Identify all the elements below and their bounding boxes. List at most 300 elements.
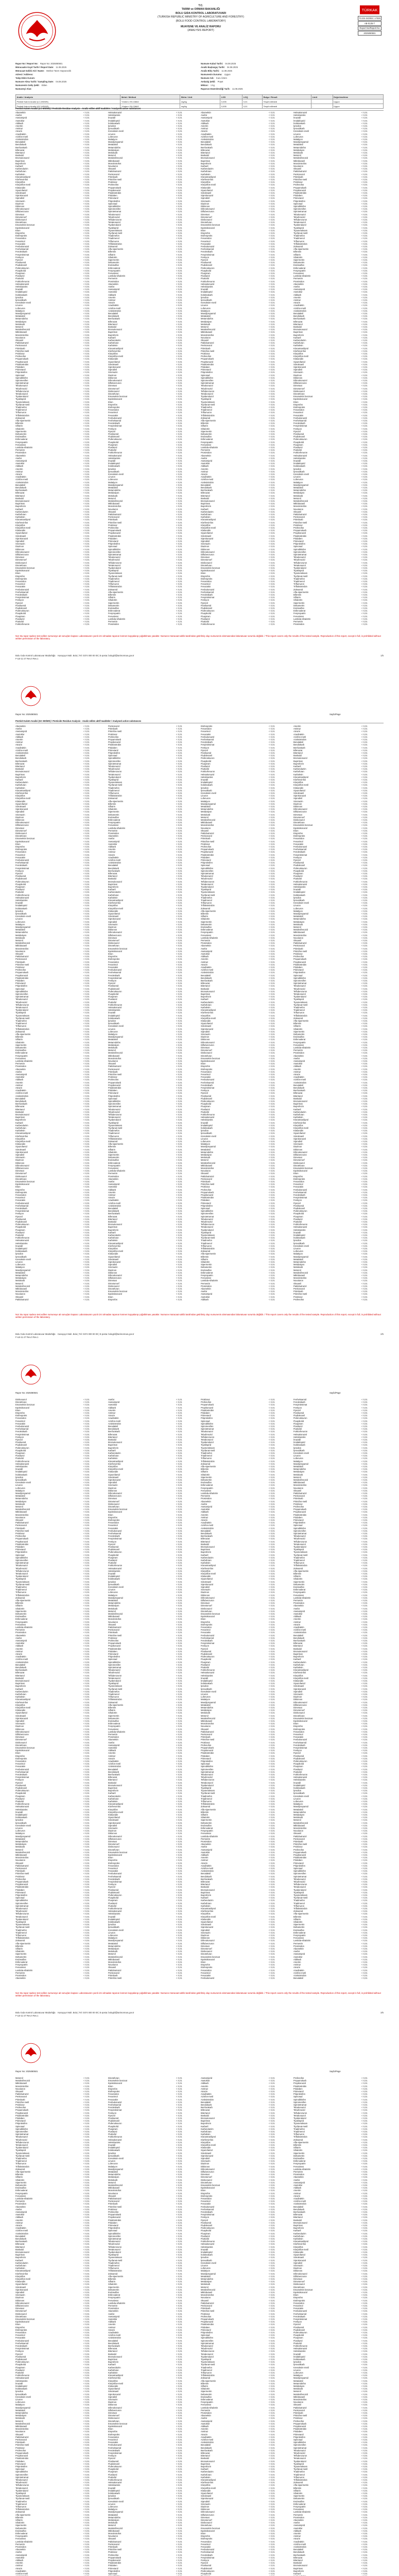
pesticide-result: < 0,01 (269, 355, 289, 358)
pesticide-result: < 0,01 (269, 1256, 289, 1258)
pesticide-name: Abamektin (293, 283, 360, 285)
pesticide-name: Fenarimol (108, 963, 175, 966)
pesticide-result: < 0,01 (83, 532, 104, 534)
pesticide-result: < 0,01 (176, 411, 197, 414)
pesticide-name: Fenpiroksimat (108, 425, 175, 427)
pesticide-result: < 0,01 (361, 299, 382, 301)
pesticide-result: < 0,01 (269, 567, 289, 569)
pesticide-name: Etoprofos (108, 955, 175, 958)
pesticide-result: < 0,01 (269, 797, 289, 800)
pesticide-result: < 0,01 (176, 502, 197, 505)
pesticide-name: İndoksakarb (201, 1127, 268, 1129)
pesticide-result: < 0,01 (269, 835, 289, 837)
pesticide-result: < 0,01 (83, 950, 104, 953)
pesticide-name: Spiromesifen (201, 870, 268, 872)
pesticide-result: < 0,01 (176, 877, 197, 880)
pesticide-name: Klotianidin (201, 187, 268, 189)
pesticide-result: < 0,01 (176, 393, 197, 395)
pesticide-name: Karbendazim (15, 781, 82, 784)
pesticide-name: Siprodinil (108, 1263, 175, 1266)
pesticide-result: < 0,01 (269, 1060, 289, 1062)
pesticide-name: Fluopikolid (15, 883, 82, 886)
pesticide-name: İprodion (293, 1239, 360, 1242)
pesticide-name: Metoksifenozid (293, 157, 360, 159)
pesticide-result: < 0,01 (176, 1028, 197, 1030)
pesticide-result: < 0,01 (83, 240, 104, 243)
pesticide-name: Triadimenol (108, 1132, 175, 1134)
pesticide-result: < 0,01 (361, 347, 382, 350)
pesticide-name: Piriproksifen (108, 752, 175, 754)
pesticide-name: İndoksakarb (108, 1017, 175, 1020)
pesticide-result: < 0,01 (176, 993, 197, 995)
pesticide-result: < 0,01 (361, 1065, 382, 1067)
pesticide-result: < 0,01 (361, 872, 382, 875)
pesticide-name: Fenheksamid (15, 861, 82, 864)
pesticide-name: Lambda-sihalotrin (201, 446, 268, 449)
pesticide-name: Fipronil (201, 259, 268, 261)
info-row (15, 69, 196, 73)
pesticide-name: Pirimifos-metil (293, 521, 360, 524)
turkak-line: Report No/Report No (358, 26, 381, 31)
pesticide-result: < 0,01 (361, 484, 382, 486)
pesticide-name: Sihalotrin (293, 599, 360, 601)
pesticide-name: Flufenoksuron (293, 438, 360, 440)
pesticide-result: < 0,01 (269, 146, 289, 149)
pesticide-name: Dimetomorf (293, 816, 360, 819)
pesticide-result: < 0,01 (269, 269, 289, 272)
pesticide-result: < 0,01 (269, 1004, 289, 1006)
pesticide-name: Bifenazat (201, 149, 268, 151)
pesticide-name: Deltametrin (108, 814, 175, 816)
pesticide-result: < 0,01 (83, 995, 104, 998)
warning-note: Not: Bu rapor sadece test edilen numuneye ait sonuçları kapsar. Laboratuvarın yazılı izni olmadan raporun kısmen kopyalanıp çoğaltılması yasaktır. Numune müracaat sahibi tarafından getirilmiş olup numunenin alınmasından laboratuvar sorumlu değildir. / This report covers only the results of the tested sample. Reproduction of this report, except in full, is prohibited without written permission of the laboratory. (15, 635, 384, 640)
pesticide-result: < 0,01 (83, 1250, 104, 1252)
pesticide-name: Deltametrin (293, 604, 360, 607)
pesticide-result: < 0,01 (83, 527, 104, 529)
pesticide-name: Dimetomorf (108, 387, 175, 390)
pesticide-result: < 0,01 (269, 955, 289, 958)
pesticide-result: < 0,01 (83, 1108, 104, 1111)
pesticide-result: < 0,01 (176, 457, 197, 460)
pesticide-name: Klotianidin (15, 1143, 82, 1145)
pesticide-result: < 0,01 (361, 580, 382, 583)
pesticide-name: Penkonazol (15, 344, 82, 347)
pesticide-name: İndoksakarb (15, 294, 82, 296)
pesticide-result: < 0,01 (176, 730, 197, 733)
pesticide-result: < 0,01 (83, 1242, 104, 1245)
pesticide-result: < 0,01 (269, 1006, 289, 1009)
pesticide-name: Metamidofos (15, 1274, 82, 1277)
pesticide-result: < 0,01 (83, 792, 104, 794)
pesticide-result: < 0,01 (176, 227, 197, 229)
pesticide-name: Fenpropatrin (15, 441, 82, 444)
pesticide-name: Etion (15, 1185, 82, 1188)
pesticide-name: Azinfos-metil (201, 969, 268, 971)
pesticide-result: < 0,01 (269, 1011, 289, 1014)
pesticide-result: < 0,01 (176, 1261, 197, 1263)
pesticide-name: Fenbukonazol (201, 245, 268, 248)
pesticide-name: Klorantraniliprol (293, 347, 360, 350)
pesticide-name: Karbendazim (293, 1111, 360, 1113)
pesticide-result: < 0,01 (176, 1178, 197, 1180)
pesticide-result: < 0,01 (176, 194, 197, 197)
pesticide-name: Bendiokarb (108, 315, 175, 317)
pesticide-name: Dinikonazol (293, 390, 360, 393)
pesticide-name: Kresoksim-metil (15, 1258, 82, 1261)
pesticide-name: Dimetomorf (15, 1172, 82, 1175)
table-header-row (16, 95, 384, 99)
pesticide-result: < 0,01 (361, 602, 382, 604)
pesticide-result: < 0,01 (269, 176, 289, 178)
pesticide-result: < 0,01 (361, 535, 382, 537)
pesticide-result: < 0,01 (176, 256, 197, 259)
pesticide-result: < 0,01 (361, 1017, 382, 1020)
pesticide-result: < 0,01 (361, 824, 382, 826)
pesticide-name: Abamektin (15, 725, 82, 727)
table-header-cell: Limit (311, 95, 333, 99)
pesticide-name: Piridaben (201, 366, 268, 368)
pesticide-name: Fluopikolid (201, 760, 268, 762)
pesticide-result: < 0,01 (176, 170, 197, 173)
pesticide-name: Propikonazol (15, 974, 82, 977)
pesticide-name: Aldikarb (15, 736, 82, 738)
pesticide-name: Trifloksistrobin (293, 1014, 360, 1017)
pesticide-result: < 0,01 (83, 344, 104, 347)
pesticide-result: < 0,01 (269, 280, 289, 283)
pesticide-name: Lambda-sihalotrin (293, 275, 360, 277)
pesticide-name: İndoksakarb (108, 465, 175, 467)
pesticide-name: Sipermetrin (201, 1263, 268, 1266)
pesticide-result: < 0,01 (176, 511, 197, 513)
pesticide-name: Permetrin (15, 1062, 82, 1065)
pesticide-name: İmazalil (108, 460, 175, 462)
pesticide-result: < 0,01 (269, 921, 289, 923)
pesticide-result: < 0,01 (83, 358, 104, 360)
pesticide-result: < 0,01 (269, 757, 289, 759)
pesticide-name: Triflumuron (15, 1025, 82, 1027)
pesticide-name: Metidatiyon (15, 320, 82, 323)
pesticide-result: < 0,01 (361, 245, 382, 248)
pesticide-result: < 0,01 (83, 151, 104, 154)
pesticide-name: Etoprofos (15, 575, 82, 578)
pesticide-name: Fenazakin (201, 733, 268, 736)
pesticide-result: < 0,01 (83, 310, 104, 312)
pesticide-result: < 0,01 (83, 492, 104, 494)
pesticide-name: Spirotetramat (108, 1105, 175, 1108)
pesticide-name: Asefat (108, 837, 175, 840)
pesticide-result: < 0,01 (176, 245, 197, 248)
pesticide-result: < 0,01 (361, 1191, 382, 1194)
pesticide-name: Siyazofamid (108, 361, 175, 363)
pesticide-result: < 0,01 (83, 1036, 104, 1038)
gcms-section-title: Pestisit Kalıntı Analizi (GC-MS/MS) / Pesticide Residue Analysis - Analiz edilen aktif maddeler / Analysed active substances (15, 720, 384, 723)
pesticide-result: < 0,01 (176, 178, 197, 181)
pesticide-result: < 0,01 (83, 1113, 104, 1116)
pesticide-name: Etoprofos (15, 1189, 82, 1191)
pesticide-name: Lambda-sihalotrin (15, 446, 82, 449)
pesticide-result: < 0,01 (269, 1250, 289, 1252)
pesticide-name: Flonikamid (201, 261, 268, 264)
pesticide-name: Karbaril (293, 336, 360, 339)
pesticide-name: Tiyakloprid (108, 227, 175, 229)
pesticide-result: < 0,01 (176, 154, 197, 157)
pesticide-result: < 0,01 (269, 741, 289, 743)
pesticide-name: Bifenazat (108, 872, 175, 875)
pesticide-result: < 0,01 (361, 1113, 382, 1116)
pesticide-result: < 0,01 (269, 907, 289, 910)
pesticide-result: < 0,01 (83, 478, 104, 481)
table-cell: Uygun (333, 104, 383, 109)
pesticide-name: Piriproksifen (108, 543, 175, 545)
pesticide-result: < 0,01 (361, 176, 382, 178)
pesticide-name: İprovalikarb (108, 470, 175, 473)
pesticide-name: Atrazin (201, 473, 268, 476)
pesticide-name: Endosulfan (201, 1269, 268, 1272)
pesticide-result: < 0,01 (83, 556, 104, 558)
pesticide-name: Triflumuron (201, 411, 268, 414)
info-value: Merkez Tarım Hayvancılık (46, 70, 71, 72)
pesticide-result: < 0,01 (361, 816, 382, 819)
pesticide-name: Fludioksonil (201, 754, 268, 757)
pesticide-result: < 0,01 (176, 1132, 197, 1134)
info-label: Analiz Bitiş Tarihi: (201, 70, 219, 72)
pesticide-result: < 0,01 (361, 307, 382, 310)
pesticide-result: < 0,01 (269, 245, 289, 248)
pesticide-name: Siflutrin (201, 915, 268, 918)
pesticide-result: < 0,01 (361, 1124, 382, 1127)
pesticide-name: Azoksistrobin (293, 310, 360, 312)
pesticide-name: Pirimetanil (108, 1092, 175, 1094)
pesticide-result: < 0,01 (361, 433, 382, 435)
pesticide-result: < 0,01 (269, 727, 289, 730)
pesticide-result: < 0,01 (361, 907, 382, 910)
pesticide-name: Karbendazim (201, 167, 268, 170)
pesticide-result: < 0,01 (361, 342, 382, 344)
pesticide-name: Tiyofanat-metil (201, 403, 268, 406)
pesticide-name: Diazinon (108, 1269, 175, 1272)
pesticide-name: Dinikonazol (15, 832, 82, 835)
pesticide-result: < 0,01 (176, 1113, 197, 1116)
pesticide-name: Paklobutrazol (293, 1285, 360, 1287)
pesticide-name: Diklorvos (15, 819, 82, 821)
pesticide-name: Bifenazat (108, 1215, 175, 1218)
pesticide-result: < 0,01 (83, 1062, 104, 1065)
pesticide-result: < 0,01 (176, 430, 197, 433)
pesticide-name: İmazalil (293, 116, 360, 119)
pesticide-name: Diazinon (201, 202, 268, 205)
pesticide-result: < 0,01 (83, 1006, 104, 1009)
pesticide-name: Oksamil (15, 339, 82, 342)
pesticide-name: Asetamiprid (201, 1293, 268, 1295)
pesticide-result: < 0,01 (83, 419, 104, 422)
pesticide-result: < 0,01 (361, 481, 382, 484)
pesticide-result: < 0,01 (176, 939, 197, 942)
pesticide-name: Tiyofanat-metil (201, 1236, 268, 1239)
pesticide-name: Fenpropatrin (201, 931, 268, 934)
pesticide-result: < 0,01 (83, 1057, 104, 1060)
pesticide-result: < 0,01 (361, 1202, 382, 1205)
pesticide-name: Tiyakloprid (293, 569, 360, 572)
pesticide-name: Triadimenol (293, 580, 360, 583)
pesticide-result: < 0,01 (269, 564, 289, 567)
pesticide-name: Etion (15, 229, 82, 232)
pesticide-result: < 0,01 (361, 762, 382, 765)
pesticide-name: Fluopikolid (201, 612, 268, 615)
pesticide-name: Klotianidin (108, 910, 175, 912)
pesticide-name: Boskalid (15, 497, 82, 500)
pesticide-name: Pirimetanil (201, 368, 268, 371)
pesticide-name: Esfenvalerat (293, 1038, 360, 1041)
pesticide-result: < 0,01 (176, 454, 197, 457)
pesticide-name: İprovalikarb (108, 127, 175, 130)
pesticide-name: Spiromesifen (108, 551, 175, 553)
pesticide-result: < 0,01 (83, 495, 104, 497)
pesticide-result: < 0,01 (361, 334, 382, 336)
pesticide-result: < 0,01 (269, 819, 289, 821)
pesticide-result: < 0,01 (361, 489, 382, 492)
pesticide-name: Propamokarb (293, 187, 360, 189)
pesticide-name: Karboksin (108, 1239, 175, 1242)
pesticide-name: Spinosad (15, 374, 82, 377)
pesticide-name: Prokloraz (201, 352, 268, 355)
pesticide-name: Triadimefon (201, 406, 268, 409)
pesticide-name: Kresoksim-metil (293, 130, 360, 132)
table-cell: 0,01 (242, 99, 263, 104)
pesticide-name: Dimetomorf (201, 558, 268, 561)
pesticide-result: < 0,01 (83, 301, 104, 304)
pesticide-name: Amitraz (108, 851, 175, 853)
pesticide-result: < 0,01 (269, 377, 289, 379)
pesticide-name: Klorantraniliprol (201, 518, 268, 521)
pesticide-result: < 0,01 (269, 1052, 289, 1054)
pesticide-result: < 0,01 (83, 880, 104, 883)
pesticide-result: < 0,01 (83, 827, 104, 829)
pesticide-result: < 0,01 (361, 784, 382, 786)
pesticide-result: < 0,01 (269, 162, 289, 165)
pesticide-name: Kresoksim-metil (201, 792, 268, 794)
pesticide-result: < 0,01 (361, 743, 382, 746)
pesticide-name: Etoprofos (293, 403, 360, 406)
pesticide-result: < 0,01 (361, 379, 382, 382)
pesticide-result: < 0,01 (83, 1287, 104, 1290)
pesticide-result: < 0,01 (269, 829, 289, 832)
pesticide-name: Fenbukonazol (293, 845, 360, 848)
pesticide-result: < 0,01 (269, 524, 289, 527)
pesticide-name: Ametrin (293, 725, 360, 727)
pesticide-result: < 0,01 (176, 1049, 197, 1052)
pesticide-name: Karbofuran (108, 342, 175, 344)
pesticide-name: Tebufenozid (201, 1221, 268, 1223)
pesticide-result: < 0,01 (269, 304, 289, 307)
pesticide-result: < 0,01 (361, 575, 382, 578)
pesticide-result: < 0,01 (269, 371, 289, 374)
pesticide-result: < 0,01 (176, 269, 197, 272)
pesticide-result: < 0,01 (83, 122, 104, 125)
pesticide-name: Tetrakonazol (108, 564, 175, 567)
pesticide-result: < 0,01 (361, 754, 382, 757)
pesticide-name: Esfenvalerat (201, 438, 268, 440)
pesticide-name: Metoksifenozid (201, 1162, 268, 1164)
pesticide-result: < 0,01 (83, 937, 104, 939)
pesticide-name: Permetrin (108, 277, 175, 280)
pesticide-name: Tiyofanat-metil (293, 1004, 360, 1006)
pesticide-name: Tebufenozid (108, 558, 175, 561)
pesticide-result: < 0,01 (83, 111, 104, 114)
pesticide-name: Simoksanil (15, 1148, 82, 1151)
pesticide-name: Flonikamid (15, 875, 82, 877)
pesticide-name: Propikonazol (201, 851, 268, 853)
pesticide-result: < 0,01 (83, 1148, 104, 1151)
pesticide-name: Tiyabendazol (108, 567, 175, 569)
pesticide-result: < 0,01 (83, 1274, 104, 1277)
pesticide-result: < 0,01 (269, 361, 289, 363)
pesticide-name: Siprokonazol (293, 794, 360, 797)
pesticide-name: Fenpiroksimat (15, 253, 82, 256)
pesticide-result: < 0,01 (176, 1108, 197, 1111)
pesticide-result: < 0,01 (83, 167, 104, 170)
pesticide-result: < 0,01 (176, 1207, 197, 1210)
pesticide-name: Fenoksikarb (201, 741, 268, 743)
pesticide-name: Alfa-sipermetrin (108, 591, 175, 594)
pesticide-name: Siprodinil (293, 368, 360, 371)
pesticide-result: < 0,01 (269, 1156, 289, 1159)
pesticide-name: Fipronil (15, 259, 82, 261)
pesticide-name: Tetrakonazol (108, 1116, 175, 1118)
pesticide-result: < 0,01 (361, 355, 382, 358)
pesticide-result: < 0,01 (269, 765, 289, 768)
pesticide-name: Prosimidon (201, 942, 268, 944)
pesticide-result: < 0,01 (269, 250, 289, 253)
pesticide-result: < 0,01 (176, 344, 197, 347)
pesticide-result: < 0,01 (83, 1038, 104, 1041)
pesticide-name: Diklorvos (201, 1038, 268, 1041)
pesticide-name: Flonikamid (293, 861, 360, 864)
pesticide-name: Metiokarb (108, 151, 175, 154)
pesticide-name: Boskalid (293, 754, 360, 757)
pesticide-result: < 0,01 (176, 1052, 197, 1054)
pesticide-result: < 0,01 (83, 870, 104, 872)
pesticide-name: Dinotefuran (15, 564, 82, 567)
pesticide-result: < 0,01 (361, 896, 382, 899)
pesticide-name: Metiokarb (201, 814, 268, 816)
pesticide-result: < 0,01 (176, 243, 197, 245)
pesticide-name: İndoksakarb (15, 907, 82, 910)
pesticide-name: Fenpropatrin (108, 821, 175, 824)
pesticide-result: < 0,01 (176, 1124, 197, 1127)
pesticide-result: < 0,01 (269, 1081, 289, 1084)
pesticide-name: Kresoksim-metil (108, 130, 175, 132)
pesticide-result: < 0,01 (361, 829, 382, 832)
pesticide-result: < 0,01 (83, 902, 104, 904)
pesticide-result: < 0,01 (269, 248, 289, 250)
pesticide-result: < 0,01 (176, 926, 197, 928)
pesticide-name: Siflutrin (108, 596, 175, 599)
pesticide-result: < 0,01 (269, 944, 289, 947)
pesticide-name: Siflutrin (201, 425, 268, 427)
pesticide-name: Prokloraz (15, 966, 82, 969)
pesticide-result: < 0,01 (269, 294, 289, 296)
pesticide-result: < 0,01 (361, 371, 382, 374)
pesticide-result: < 0,01 (83, 1017, 104, 1020)
pesticide-name: Siyazofamid (15, 189, 82, 192)
pesticide-name: Etoprofos (293, 832, 360, 835)
pesticide-name: Klorantraniliprol (293, 776, 360, 778)
pesticide-name: Metomil (15, 1282, 82, 1285)
pesticide-result: < 0,01 (83, 958, 104, 960)
pesticide-name: Metamidofos (108, 1041, 175, 1044)
pesticide-name: Azinfos-metil (108, 307, 175, 310)
pesticide-name: Heksakonazol (108, 1006, 175, 1009)
